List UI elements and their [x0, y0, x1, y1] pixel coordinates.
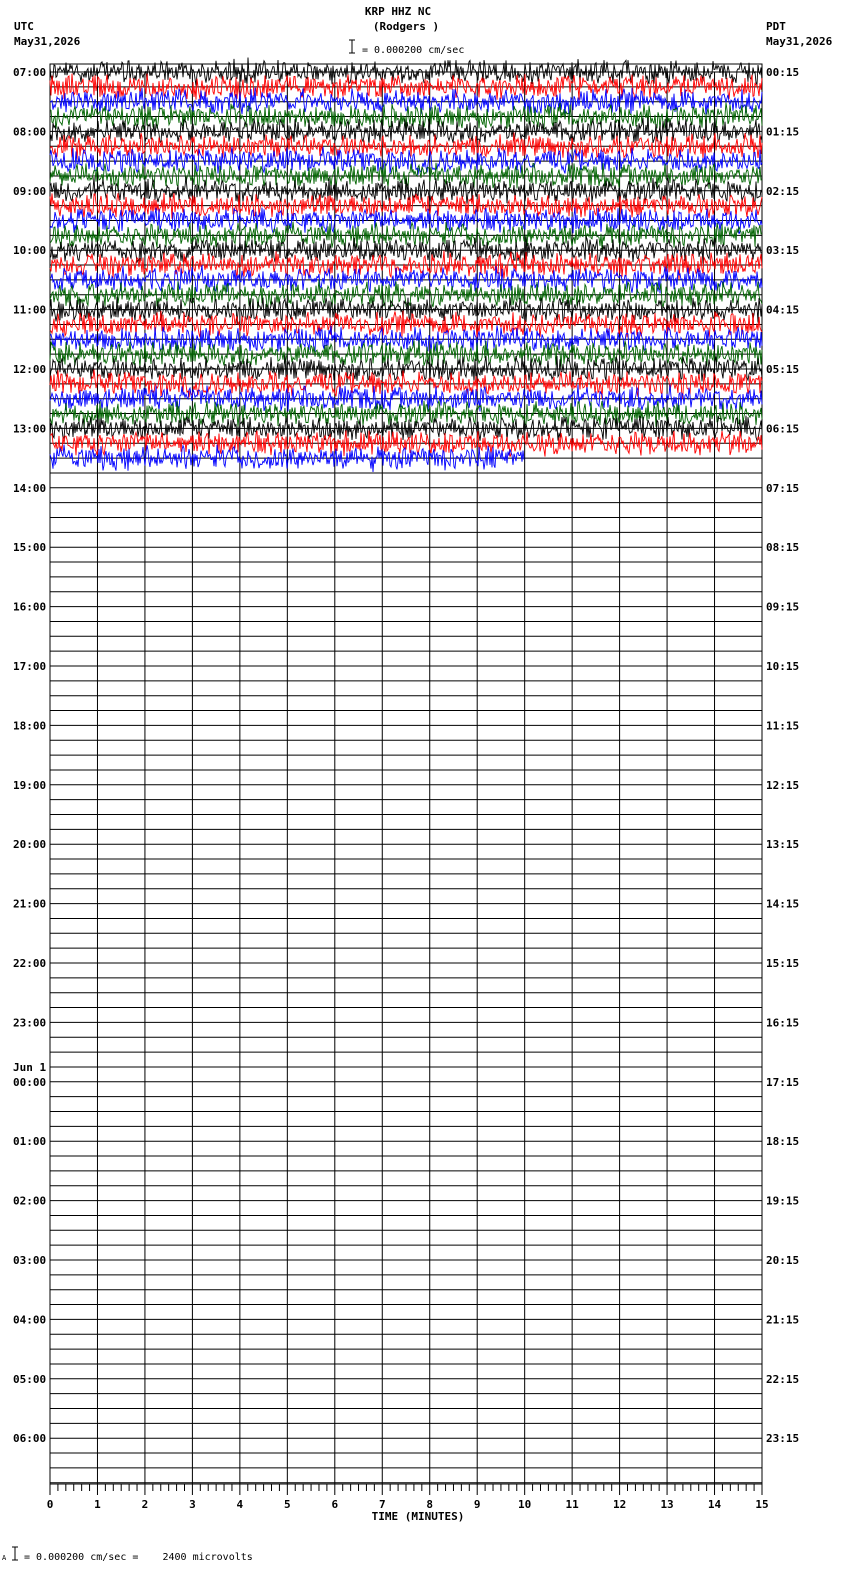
footer-scale-mark: A: [2, 1554, 7, 1562]
utc-hour-label: 20:00: [13, 838, 47, 852]
scale-bar-icon: [349, 40, 355, 53]
grid-lines: [50, 64, 762, 1484]
pdt-hour-label: 09:15: [766, 600, 800, 614]
pdt-hour-label: 07:15: [766, 481, 800, 495]
utc-hour-label: 22:00: [13, 957, 47, 970]
time-axis: [47, 1484, 769, 1511]
pdt-hour-label: 10:15: [766, 660, 800, 673]
utc-hour-label: 17:00: [13, 660, 47, 673]
x-tick-label: 14: [707, 1498, 722, 1511]
utc-hour-label: 07:00: [13, 66, 47, 79]
x-tick-label: 9: [473, 1498, 481, 1511]
footer-scale-note: = 0.000200 cm/sec = 2400 microvolts: [24, 1552, 253, 1563]
utc-hour-label: 08:00: [13, 125, 47, 139]
plot-frame: [50, 64, 762, 1484]
seismic-trace: [50, 401, 762, 429]
pdt-hour-labels: [766, 66, 799, 1445]
pdt-hour-label: 14:15: [766, 897, 800, 911]
pdt-hour-label: 20:15: [766, 1254, 800, 1267]
utc-hour-label: 04:00: [13, 1313, 47, 1327]
x-tick-label: 5: [284, 1498, 291, 1511]
pdt-hour-label: 15:15: [766, 957, 800, 970]
utc-hour-label: 02:00: [13, 1194, 47, 1208]
utc-hour-label: 01:00: [13, 1135, 47, 1149]
x-tick-label: 15: [755, 1498, 769, 1511]
seismic-trace: [50, 326, 762, 352]
utc-hour-label: 11:00: [13, 303, 47, 317]
station-location: (Rodgers ): [372, 20, 440, 33]
utc-hour-label: 10:00: [13, 244, 47, 258]
utc-hour-labels: [13, 66, 46, 1445]
utc-hour-label: 21:00: [13, 897, 47, 911]
pdt-hour-label: 01:15: [766, 125, 800, 139]
date-change-label: Jun 1: [13, 1060, 47, 1074]
x-tick-label: 6: [331, 1498, 339, 1511]
x-tick-label: 8: [426, 1498, 434, 1511]
utc-hour-label: 16:00: [13, 600, 47, 614]
x-tick-label: 4: [236, 1498, 244, 1511]
utc-hour-label: 18:00: [13, 719, 47, 733]
utc-hour-label: 15:00: [13, 541, 47, 555]
utc-hour-label: 23:00: [13, 1016, 47, 1030]
utc-hour-label: 14:00: [13, 481, 47, 495]
x-tick-label: 13: [660, 1498, 674, 1511]
x-tick-label: 10: [518, 1498, 532, 1511]
pdt-hour-label: 03:15: [766, 244, 800, 258]
pdt-hour-label: 02:15: [766, 184, 800, 198]
pdt-hour-label: 12:15: [766, 778, 800, 792]
pdt-hour-label: 13:15: [766, 838, 800, 852]
pdt-hour-label: 17:15: [766, 1075, 800, 1089]
pdt-hour-label: 23:15: [766, 1432, 800, 1446]
x-tick-label: 0: [46, 1498, 54, 1511]
pdt-label: PDT: [766, 20, 786, 33]
pdt-hour-label: 21:15: [766, 1313, 800, 1327]
x-tick-label: 1: [94, 1498, 101, 1511]
pdt-hour-label: 18:15: [766, 1135, 800, 1149]
pdt-hour-label: 08:15: [766, 541, 800, 555]
utc-hour-label: 13:00: [13, 422, 47, 436]
pdt-hour-label: 16:15: [766, 1016, 800, 1030]
pdt-hour-label: 04:15: [766, 303, 800, 317]
utc-hour-label: 19:00: [13, 778, 47, 792]
utc-hour-label: 06:00: [13, 1432, 47, 1446]
utc-label: UTC: [14, 20, 34, 33]
utc-hour-label: 05:00: [13, 1372, 47, 1386]
pdt-date: May31,2026: [766, 35, 833, 48]
utc-date: May31,2026: [14, 35, 81, 48]
pdt-hour-label: 11:15: [766, 719, 800, 733]
station-title: KRP HHZ NC: [364, 5, 432, 18]
scale-label: = 0.000200 cm/sec: [362, 45, 465, 56]
utc-hour-label: 03:00: [13, 1254, 47, 1267]
x-tick-label: 11: [565, 1498, 579, 1511]
utc-hour-label: 12:00: [13, 363, 47, 376]
pdt-hour-label: 00:15: [766, 66, 800, 79]
pdt-hour-label: 22:15: [766, 1372, 800, 1386]
pdt-hour-label: 06:15: [766, 422, 800, 436]
x-axis-label: TIME (MINUTES): [371, 1510, 465, 1523]
x-tick-label: 7: [378, 1498, 386, 1511]
utc-hour-label: 09:00: [13, 184, 47, 198]
x-tick-label: 3: [189, 1498, 196, 1511]
utc-hour-label: 00:00: [13, 1075, 47, 1089]
x-tick-label: 12: [612, 1498, 627, 1511]
pdt-hour-label: 19:15: [766, 1194, 800, 1208]
footer-scale-bar-icon: [12, 1547, 18, 1560]
pdt-hour-label: 05:15: [766, 363, 800, 376]
x-tick-label: 2: [141, 1498, 149, 1511]
